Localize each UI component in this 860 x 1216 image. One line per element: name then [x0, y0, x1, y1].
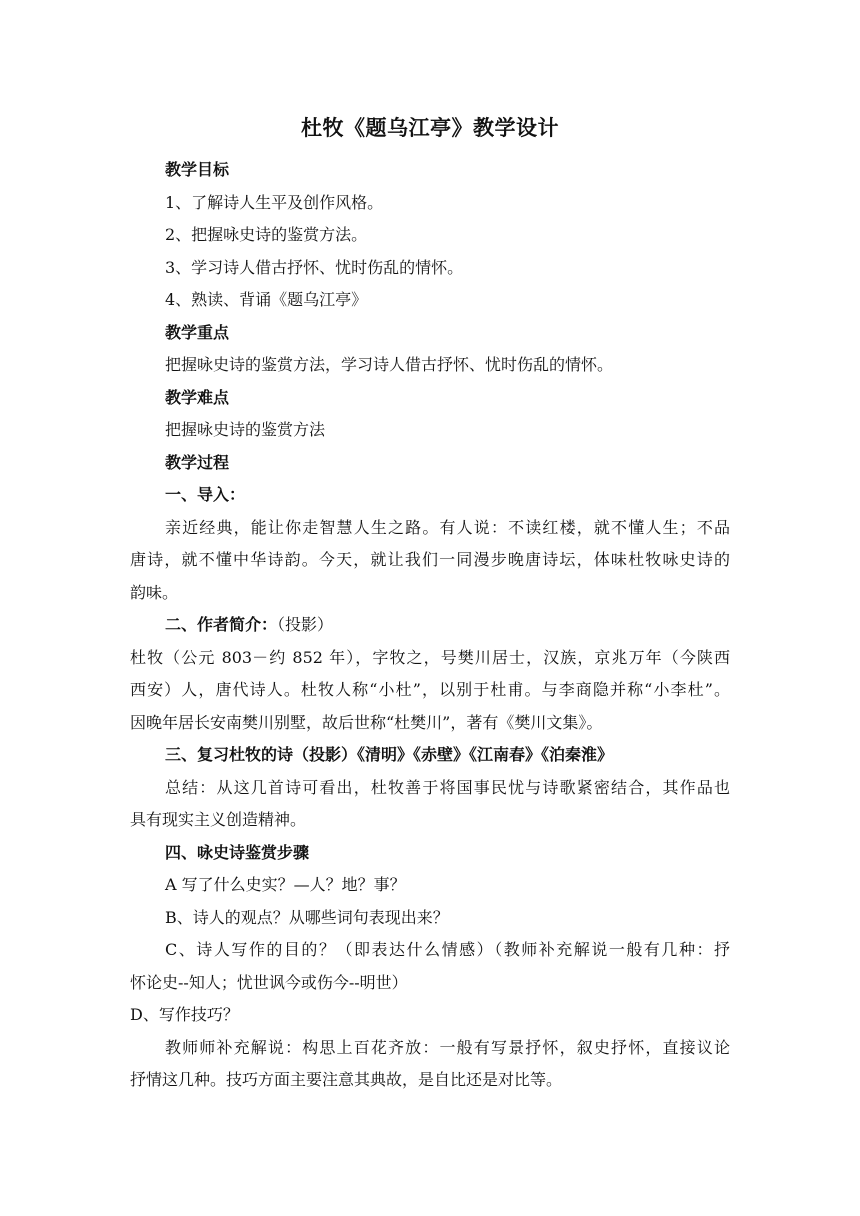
heading-teaching-goals: 教学目标	[165, 160, 230, 179]
goal-item-4: 4、熟读、背诵《题乌江亭》	[165, 290, 368, 309]
section-4-step-c-line-2: 怀论史--知人；忧世讽今或伤今--明世）	[130, 973, 408, 992]
section-1-paragraph-line-3: 韵味。	[130, 583, 179, 602]
section-2-paragraph-line-2: 西安）人，唐代诗人。杜牧人称“小杜”，以别于杜甫。与李商隐并称“小李杜”。	[130, 680, 730, 699]
goal-item-3: 3、学习诗人借古抒怀、忧时伤乱的情怀。	[165, 258, 464, 277]
section-2-paragraph-line-3: 因晚年居长安南樊川别墅，故后世称“杜樊川”，著有《樊川文集》。	[130, 713, 603, 732]
document-title: 杜牧《题乌江亭》教学设计	[301, 115, 559, 140]
key-points-text: 把握咏史诗的鉴赏方法，学习诗人借古抒怀、忧时伤乱的情怀。	[165, 355, 614, 374]
difficulties-text: 把握咏史诗的鉴赏方法	[165, 420, 326, 439]
heading-key-points: 教学重点	[165, 323, 230, 342]
heading-teaching-process: 教学过程	[165, 453, 230, 472]
section-2-heading-row	[165, 609, 333, 641]
section-4-step-a: A 写了什么史实？—人？地？事？	[165, 875, 406, 894]
heading-difficulties: 教学难点	[165, 388, 230, 407]
goal-item-1: 1、了解诗人生平及创作风格。	[165, 193, 384, 212]
section-4-step-d: D、写作技巧？	[130, 1005, 239, 1024]
section-1-heading: 一、导入：	[165, 485, 246, 504]
section-4-step-b: B、诗人的观点？从哪些词句表现出来？	[165, 908, 449, 927]
section-2-heading: 二、作者简介：	[165, 615, 278, 634]
section-3-heading: 三、复习杜牧的诗（投影）《清明》《赤壁》《江南春》《泊秦淮》	[165, 745, 614, 764]
section-3-paragraph-line-1: 总结：从这几首诗可看出，杜牧善于将国事民忧与诗歌紧密结合，其作品也	[165, 778, 730, 797]
section-4-step-c-line-1: C、诗人写作的目的？（即表达什么情感）（教师补充解说一般有几种：抒	[165, 940, 730, 959]
section-4-heading: 四、咏史诗鉴赏步骤	[165, 843, 310, 862]
section-2-note: （投影）	[277, 615, 334, 634]
section-4-paragraph-line-1: 教师师补充解说：构思上百花齐放：一般有写景抒怀，叙史抒怀，直接议论	[165, 1038, 730, 1057]
section-4-paragraph-line-2: 抒情这几种。技巧方面主要注意其典故，是自比还是对比等。	[130, 1070, 563, 1089]
section-3-paragraph-line-2: 具有现实主义创造精神。	[130, 810, 307, 829]
goal-item-2: 2、把握咏史诗的鉴赏方法。	[165, 225, 368, 244]
section-2-paragraph-line-1: 杜牧（公元 803－约 852 年），字牧之，号樊川居士，汉族，京兆万年（今陕西	[130, 648, 730, 667]
section-1-paragraph-line-1: 亲近经典，能让你走智慧人生之路。有人说：不读红楼，就不懂人生；不品	[165, 518, 730, 537]
section-1-paragraph-line-2: 唐诗，就不懂中华诗韵。今天，就让我们一同漫步晚唐诗坛，体味杜牧咏史诗的	[130, 550, 730, 569]
